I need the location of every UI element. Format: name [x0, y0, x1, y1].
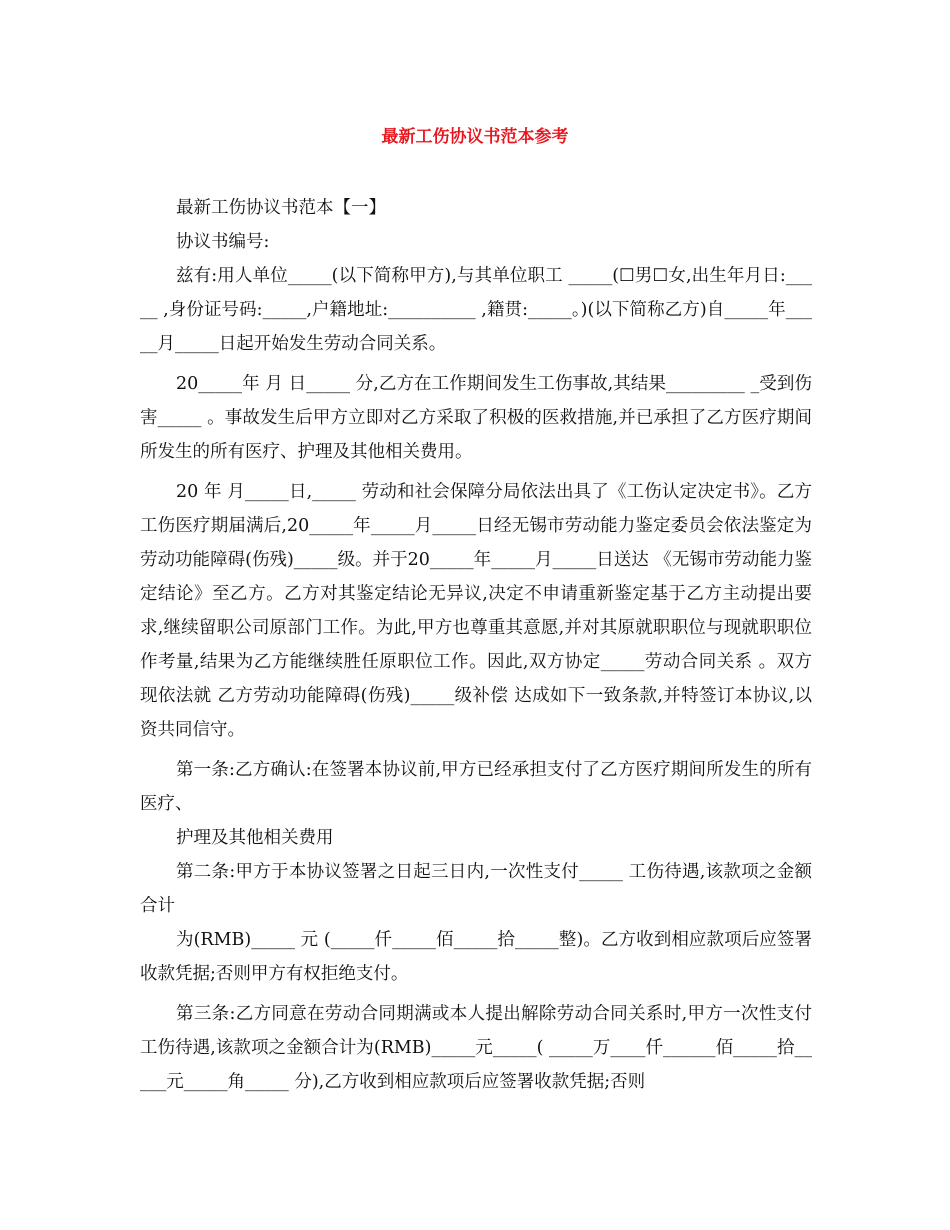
clause-2-continued: 为(RMB)_____ 元 (_____仟_____佰_____拾_____整)。乙方收到相应款项后应签署收款凭据;否则甲方有权拒绝支付。 — [140, 930, 812, 984]
agreement-number: 协议书编号: — [176, 232, 270, 252]
clause-1-continued: 护理及其他相关费用 — [176, 828, 334, 848]
document-body — [140, 191, 812, 1099]
accident-paragraph: 20_____年 月 日_____ 分,乙方在工作期间发生工伤事故,其结果_________ _受到伤害_____ 。事故发生后甲方立即对乙方采取了积极的医救措施,并已承担了乙方医疗期间所发生的所有医疗、护理及其他相关费用。 — [140, 374, 812, 462]
document-title: 最新工伤协议书范本参考 — [381, 127, 569, 147]
appraisal-paragraph: 20 年 月_____日,_____ 劳动和社会保障分局依法出具了《工伤认定决定书》。乙方工伤医疗期届满后,20_____年_____月_____日经无锡市劳动能力鉴定委员会依法鉴定为 劳动功能障碍(伤残)_____级。并于20_____年_____月_____日送达 《无锡市劳动能力鉴定结论》至乙方。乙方对其鉴定结论无异议,决定不申请重新鉴定基于乙方主动提出要求,继续留职公司原部门工作。为此,甲方也尊重其意愿,并对其原就职职位与现就职职位作考量,结果为乙方能继续胜任原职位工作。因此,双方协定_____劳动合同关系 。双方现依法就 乙方劳动功能障碍(伤残)_____级补偿 达成如下一致条款,并特签订本协议,以资共同信守。 — [140, 482, 812, 740]
parties-paragraph: 兹有:用人单位_____(以下简称甲方),与其单位职工 _____(☐男☐女,出生年月日:_____ ,身份证号码:_____,户籍地址:__________ ,籍贯:_____。)(以下简称乙方)自_____年_____月_____日起开始发生劳动合同关系。 — [140, 266, 812, 354]
clause-1: 第一条:乙方确认:在签署本协议前,甲方已经承担支付了乙方医疗期间所发生的所有医疗、 — [140, 760, 812, 814]
section-heading: 最新工伤协议书范本【一】 — [176, 198, 386, 218]
clause-2: 第二条:甲方于本协议签署之日起三日内,一次性支付_____ 工伤待遇,该款项之金额合计 — [140, 862, 812, 916]
clause-3: 第三条:乙方同意在劳动合同期满或本人提出解除劳动合同关系时,甲方一次性支付工伤待遇,该款项之金额合计为(RMB)_____元_____( _____万____仟______佰_____拾_____元_____角_____ 分),乙方收到相应款项后应签署收款凭据;否则 — [140, 1004, 812, 1092]
